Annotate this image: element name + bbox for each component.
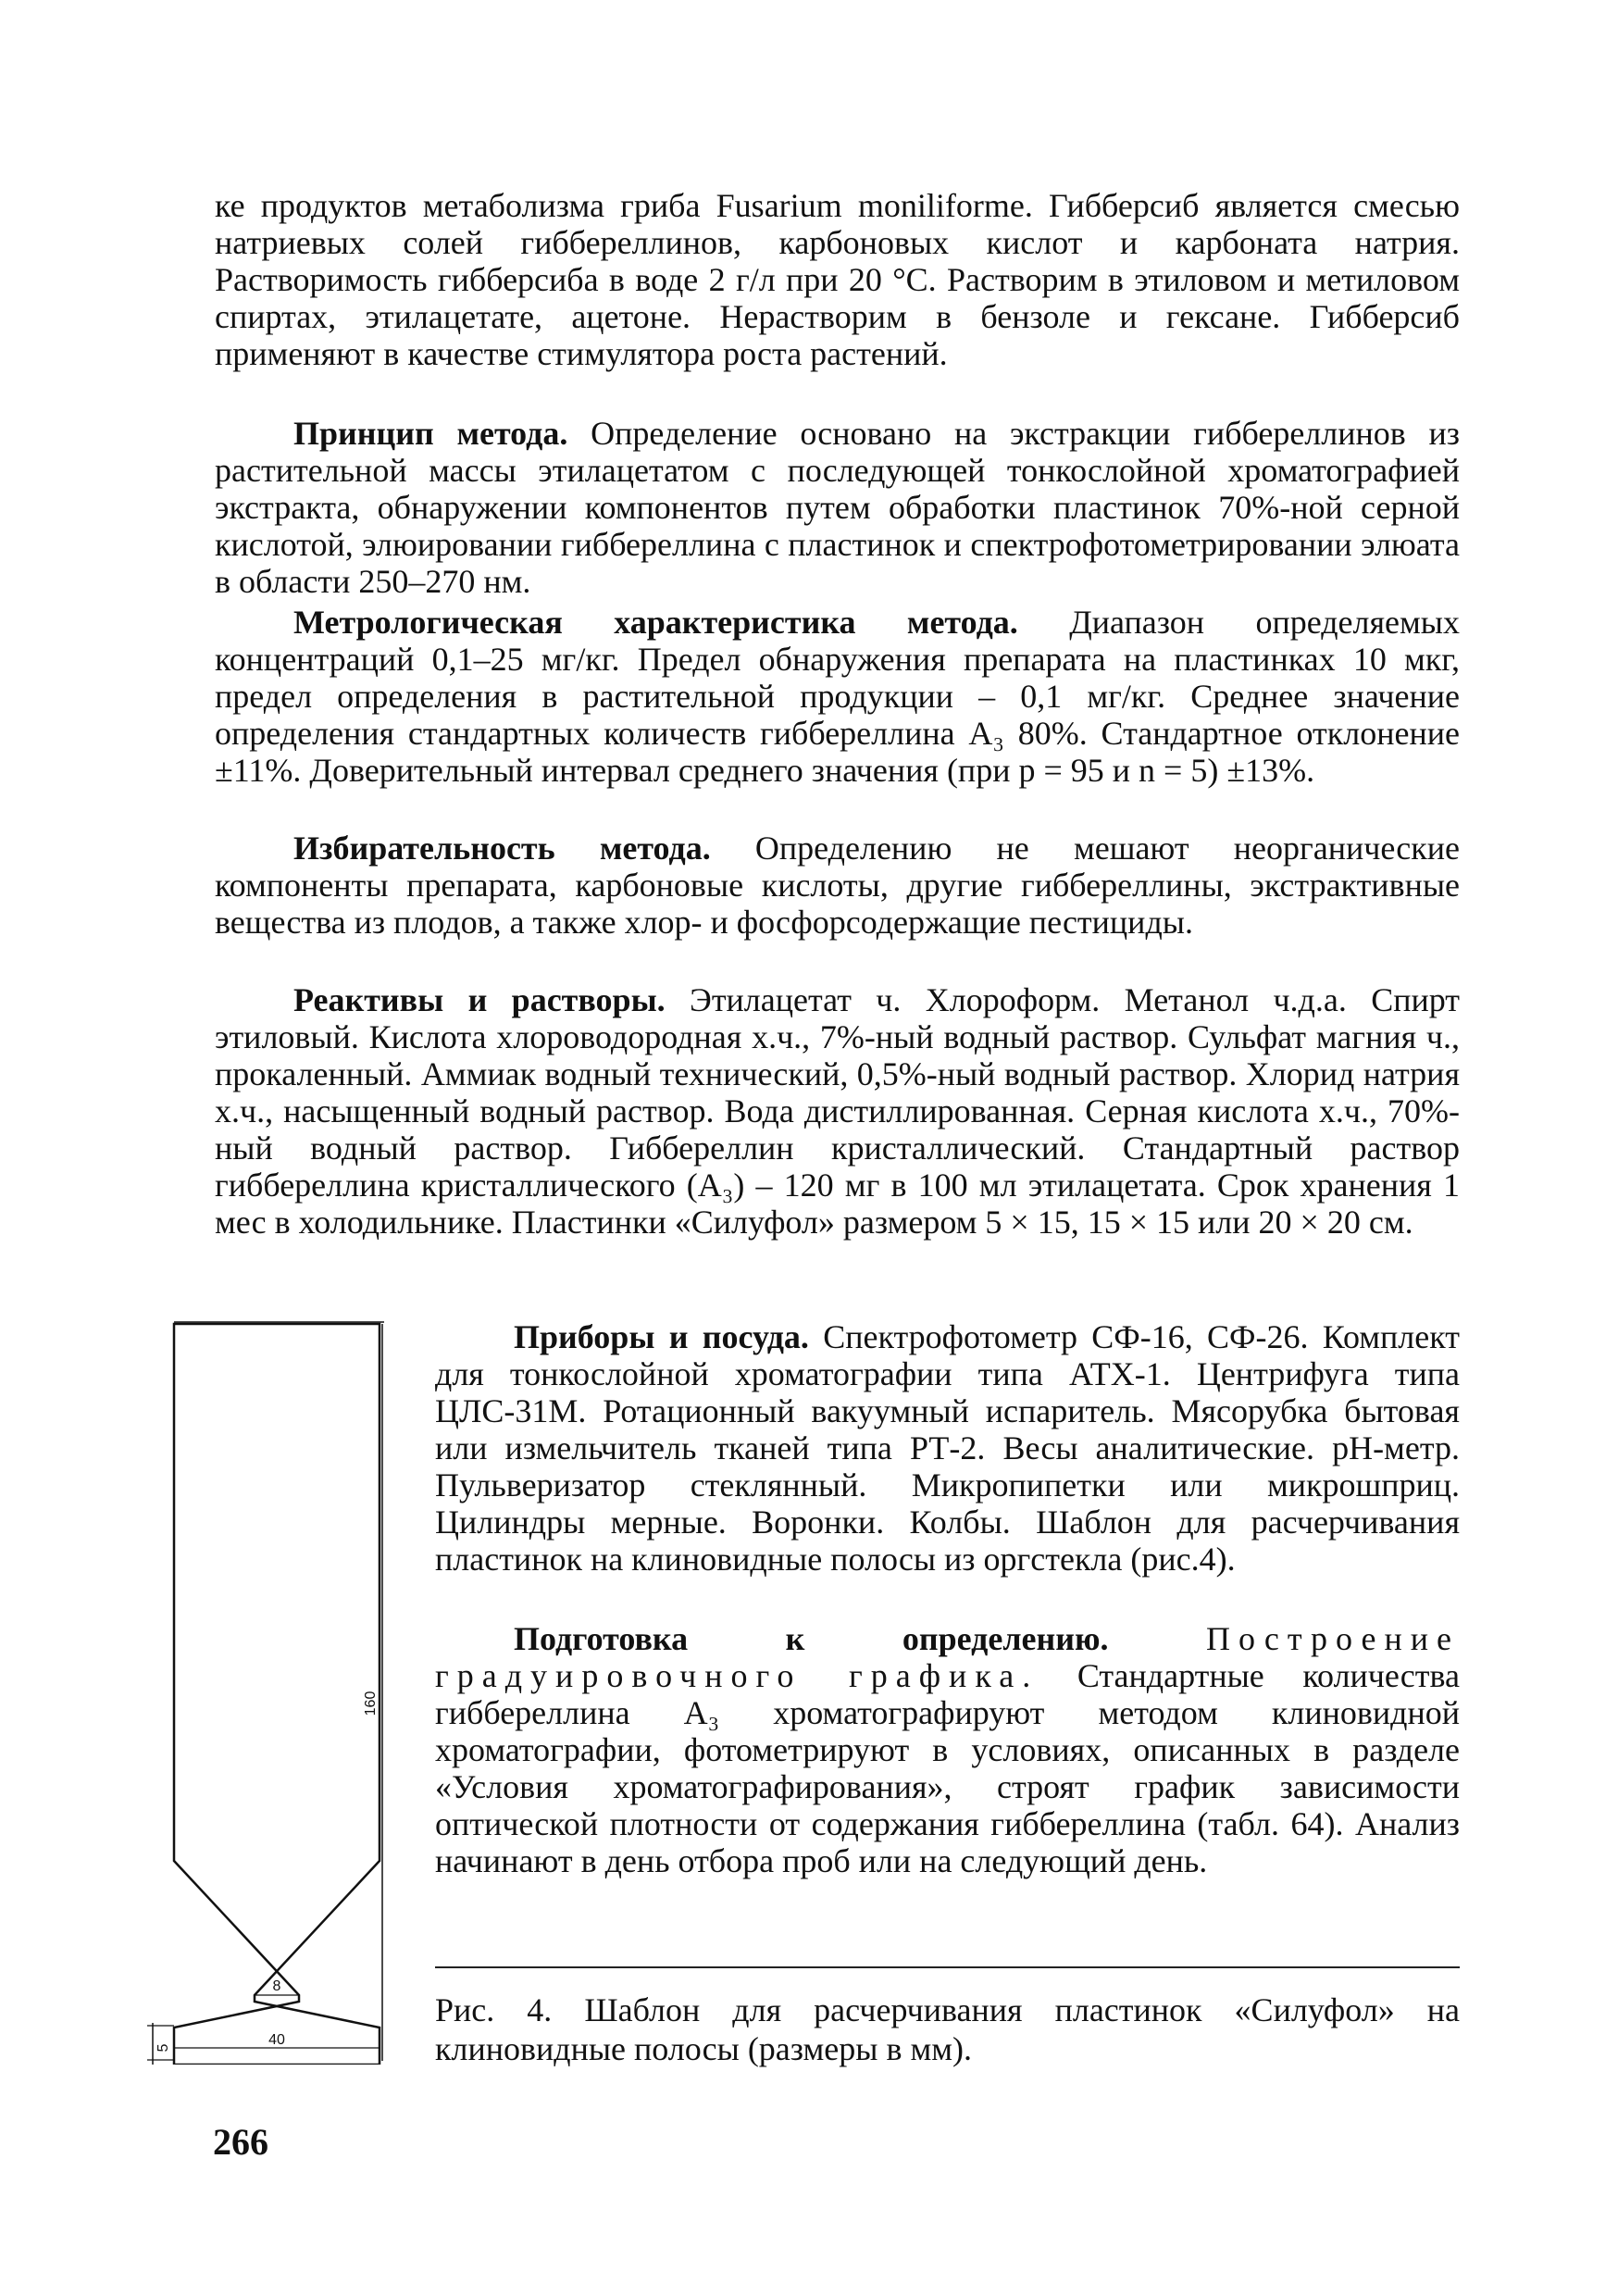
heading-metrology: Метрологическая характеристика метода. <box>293 604 1018 641</box>
heading-method-principle: Принцип метода. <box>293 415 568 452</box>
paragraph-metrology: Метрологическая характеристика метода. Диапазон определяемых концентраций 0,1–25 мг/кг. Предел обнаружения препарата на пластинках 10 мкг, предел определения в растительной продукции – 0,1 мг/кг. Среднее значение определения стандартных количеств гиббереллина А₃ 80%. Стандартное отклонение ±11%. Доверительный интервал среднего значения (при p = 95 и n = 5) ±13%. <box>215 604 1460 789</box>
paragraph-equipment: Приборы и посуда. Спектрофотометр СФ-16, СФ-26. Комплект для тонкослойной хроматографии типа АТХ-1. Центрифуга типа ЦЛС-31М. Ротационный вакуумный испаритель. Мясорубка бытовая или измельчитель тканей типа РТ-2. Весы аналитические. pH-метр. Пульверизатор стеклянный. Микропипетки или микрошприц. Цилиндры мерные. Воронки. Колбы. Шаблон для расчерчивания пластинок на клиновидные полосы из оргстекла (рис.4). <box>435 1318 1460 1578</box>
paragraph-preparation: Подготовка к определению. Построение градуировочного графика. Стандартные количества гиббереллина А₃ хроматографируют методом клиновидной хроматографии, фотометрируют в условиях, описанных в разделе «Условия хроматографирования», строят график зависимости оптической плотности от содержания гиббереллина (табл. 64). Анализ начинают в день отбора проб или на следующий день. <box>435 1620 1460 1879</box>
paragraph-method-principle: Принцип метода. Определение основано на экстракции гиббереллинов из растительной массы этилацетатом с последующей тонкослойной хроматографией экстракта, обнаружении компонентов путем обработки пластинок 70%-ной серной кислотой, элюировании гиббереллина с пластинок и спектрофотометрировании элюата в области 250–270 нм. <box>215 415 1460 600</box>
heading-selectivity: Избирательность метода. <box>293 830 711 867</box>
heading-preparation: Подготовка к определению. <box>514 1620 1109 1657</box>
paragraph-reagents: Реактивы и растворы. Этилацетат ч. Хлороформ. Метанол ч.д.а. Спирт этиловый. Кислота хлороводородная х.ч., 7%-ный водный раствор. Сульфат магния ч., прокаленный. Аммиак водный технический, 0,5%-ный водный раствор. Хлорид натрия х.ч., насыщенный водный раствор. Вода дистиллированная. Серная кислота х.ч., 70%-ный водный раствор. Гиббереллин кристаллический. Стандартный раствор гиббереллина кристаллического (А₃) – 120 мг в 100 мл этилацетата. Срок хранения 1 мес в холодильнике. Пластинки «Силуфол» размером 5 × 15, 15 × 15 или 20 × 20 см. <box>215 981 1460 1241</box>
dimension-label-height: 160 <box>363 1691 379 1716</box>
template-outline <box>174 1324 380 2065</box>
dimension-label-neck: 8 <box>272 1978 281 1994</box>
paragraph-intro: ке продуктов метаболизма гриба Fusarium moniliforme. Гибберсиб является смесью натриевых солей гиббереллинов, карбоновых кислот и карбоната натрия. Растворимость гибберсиба в воде 2 г/л при 20 °С. Растворим в этиловом и метиловом спиртах, этилацетате, ацетоне. Нерастворим в бензоле и гексане. Гибберсиб применяют в качестве стимулятора роста растений. <box>215 187 1460 372</box>
template-figure <box>143 1305 403 2065</box>
heading-equipment: Приборы и посуда. <box>514 1318 809 1355</box>
heading-reagents: Реактивы и растворы. <box>293 981 666 1018</box>
paragraph-selectivity: Избирательность метода. Определению не мешают неорганические компоненты препарата, карбоновые кислоты, другие гиббереллины, экстрактивные вещества из плодов, а также хлор- и фосфорсодержащие пестициды. <box>215 830 1460 941</box>
page-number: 266 <box>213 2121 268 2163</box>
spaced-subheading: Построение градуировочного графика. <box>435 1620 1460 1694</box>
figure-caption: Рис. 4. Шаблон для расчерчивания пластинок «Силуфол» на клиновидные полосы (размеры в мм). <box>435 1991 1460 2067</box>
caption-rule <box>435 1966 1460 1968</box>
dimension-label-base: 5 <box>156 2043 171 2053</box>
dimension-label-width: 40 <box>268 2032 285 2048</box>
